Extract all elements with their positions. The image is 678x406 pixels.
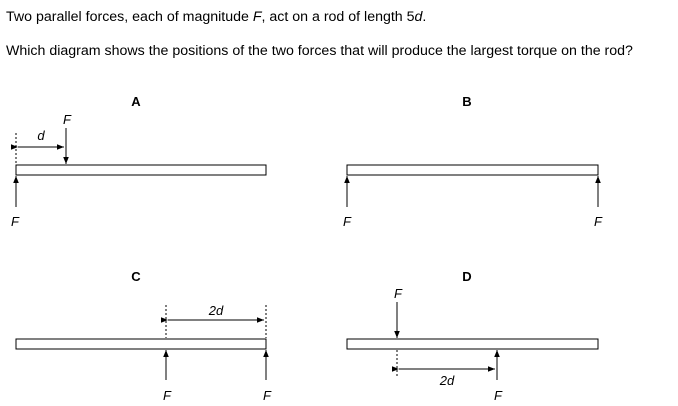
- force-label: F: [11, 214, 19, 229]
- distance-label: d: [37, 128, 45, 143]
- diagram-b: [343, 94, 603, 229]
- question-text: Two parallel forces, each of magnitude: [6, 9, 253, 25]
- rod: [16, 339, 266, 349]
- force-label: F: [494, 388, 502, 403]
- force-label: F: [263, 388, 271, 403]
- question-text: .: [422, 9, 427, 25]
- force-label: F: [394, 286, 402, 301]
- option-label-c: C: [131, 269, 141, 284]
- option-label-d: D: [462, 269, 472, 284]
- diagram-c: [16, 269, 272, 403]
- rod: [347, 165, 598, 175]
- rod: [347, 339, 598, 349]
- diagram-d: [347, 269, 598, 403]
- variable-d: d: [414, 9, 423, 25]
- diagram-a: [11, 94, 266, 229]
- force-label: F: [594, 214, 602, 229]
- question-text: , act on a rod of length 5: [261, 9, 415, 25]
- force-label: F: [163, 388, 171, 403]
- rod: [16, 165, 266, 175]
- force-label: F: [63, 112, 71, 127]
- option-label-a: A: [131, 94, 141, 109]
- variable-f: F: [252, 9, 262, 25]
- option-label-b: B: [462, 94, 472, 109]
- question-line-2: Which diagram shows the positions of the two forces that will produce the largest torque on the rod?: [6, 43, 633, 59]
- distance-label: 2d: [208, 303, 224, 318]
- force-label: F: [343, 214, 351, 229]
- distance-label: 2d: [439, 373, 455, 388]
